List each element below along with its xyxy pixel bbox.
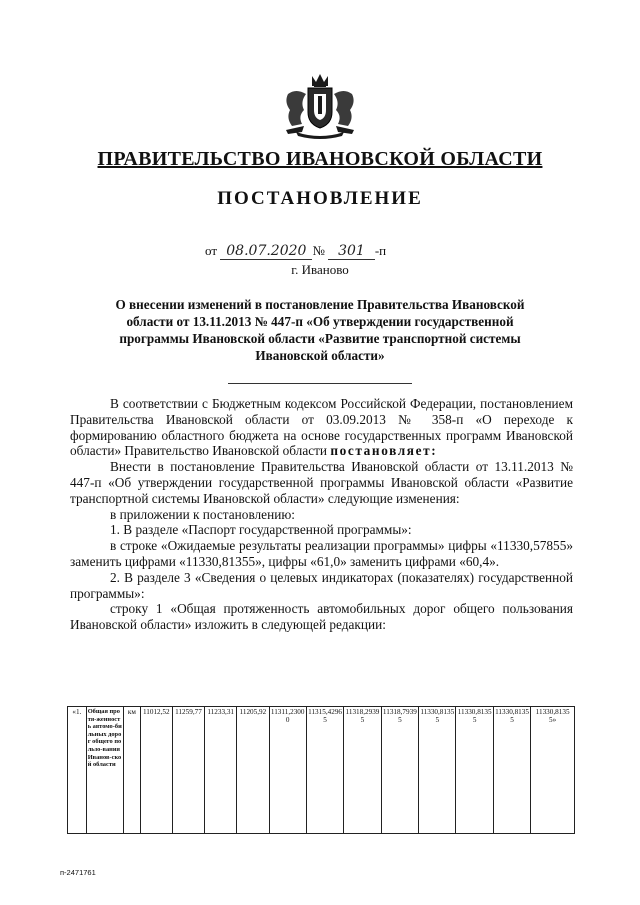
paragraph-basis xyxy=(70,396,573,459)
city-name: г. Иваново xyxy=(291,262,349,277)
paragraph-item-2: 2. В разделе 3 «Сведения о целевых индикаторах (показателях) государственной программы»: xyxy=(70,569,573,601)
value-cell: 11330,81355» xyxy=(531,707,575,834)
decree-number: 301 xyxy=(328,244,375,260)
value-cell: 11330,81355 xyxy=(419,707,456,834)
date-number-line xyxy=(205,243,386,260)
paragraph-amend: Внести в постановление Правительства Ивановской области от 13.11.2013 № 447-п «Об утверждении государственной программы Ивановской области «Развитие транспортной системы Ивановской области» следующие изменения: xyxy=(70,459,573,506)
number-sign: № xyxy=(312,243,325,258)
document-type-title: ПОСТАНОВЛЕНИЕ xyxy=(217,188,423,209)
indicator-table xyxy=(67,706,575,834)
row-number-cell: «1. xyxy=(68,707,87,834)
value-cell: 11233,31 xyxy=(205,707,237,834)
document-code: п-2471761 xyxy=(60,868,96,877)
number-suffix: -п xyxy=(374,243,387,258)
paragraph-row-1: строку 1 «Общая протяженность автомобильных дорог общего пользования Ивановской области» изложить в следующей редакции: xyxy=(70,601,573,633)
unit-cell: км xyxy=(124,707,141,834)
paragraph-annex: в приложении к постановлению: xyxy=(110,506,295,522)
paragraph-basis-text: В соответствии с Бюджетным кодексом Российской Федерации, постановлением Правительства Ивановской области от 03.09.2013 № 358-п «О переходе к формированию областного бюджета на основе государственных программ Ивановской области» Правительство Ивановской области xyxy=(70,396,573,459)
table-row xyxy=(68,707,575,834)
date-prefix: от xyxy=(205,243,218,258)
decree-date: 08.07.2020 xyxy=(220,244,312,260)
value-cell: 11330,81355 xyxy=(456,707,493,834)
value-cell: 11318,79395 xyxy=(381,707,418,834)
value-cell: 11330,81355 xyxy=(493,707,530,834)
paragraph-results: в строке «Ожидаемые результаты реализации программы» цифры «11330,57855» заменить цифрами «11330,81355», цифры «61,0» заменить цифрами «60,4». xyxy=(70,538,573,569)
decree-body xyxy=(70,396,573,633)
government-title: ПРАВИТЕЛЬСТВО ИВАНОВСКОЙ ОБЛАСТИ xyxy=(97,148,543,170)
paragraph-item-1: 1. В разделе «Паспорт государственной программы»: xyxy=(110,522,412,538)
value-cell: 11012,52 xyxy=(140,707,172,834)
value-cell: 11259,77 xyxy=(172,707,204,834)
value-cell: 11205,92 xyxy=(237,707,269,834)
value-cell: 11311,23000 xyxy=(269,707,306,834)
value-cell: 11318,29395 xyxy=(344,707,381,834)
resolves-emphasis: постановляет: xyxy=(330,443,438,459)
heading-divider xyxy=(228,383,412,384)
value-cell: 11315,42965 xyxy=(306,707,343,834)
decree-heading: О внесении изменений в постановление Правительства Ивановской области от 13.11.2013 № 447-п «Об утверждении государственной программы Ивановской области «Развитие транспортной системы Ивановской области» xyxy=(115,297,525,363)
indicator-label-cell: Общая протя-женность автомо-бильных дорог общего пользо-вания Иванов-ской области xyxy=(86,707,123,834)
coat-of-arms-icon xyxy=(278,72,362,140)
